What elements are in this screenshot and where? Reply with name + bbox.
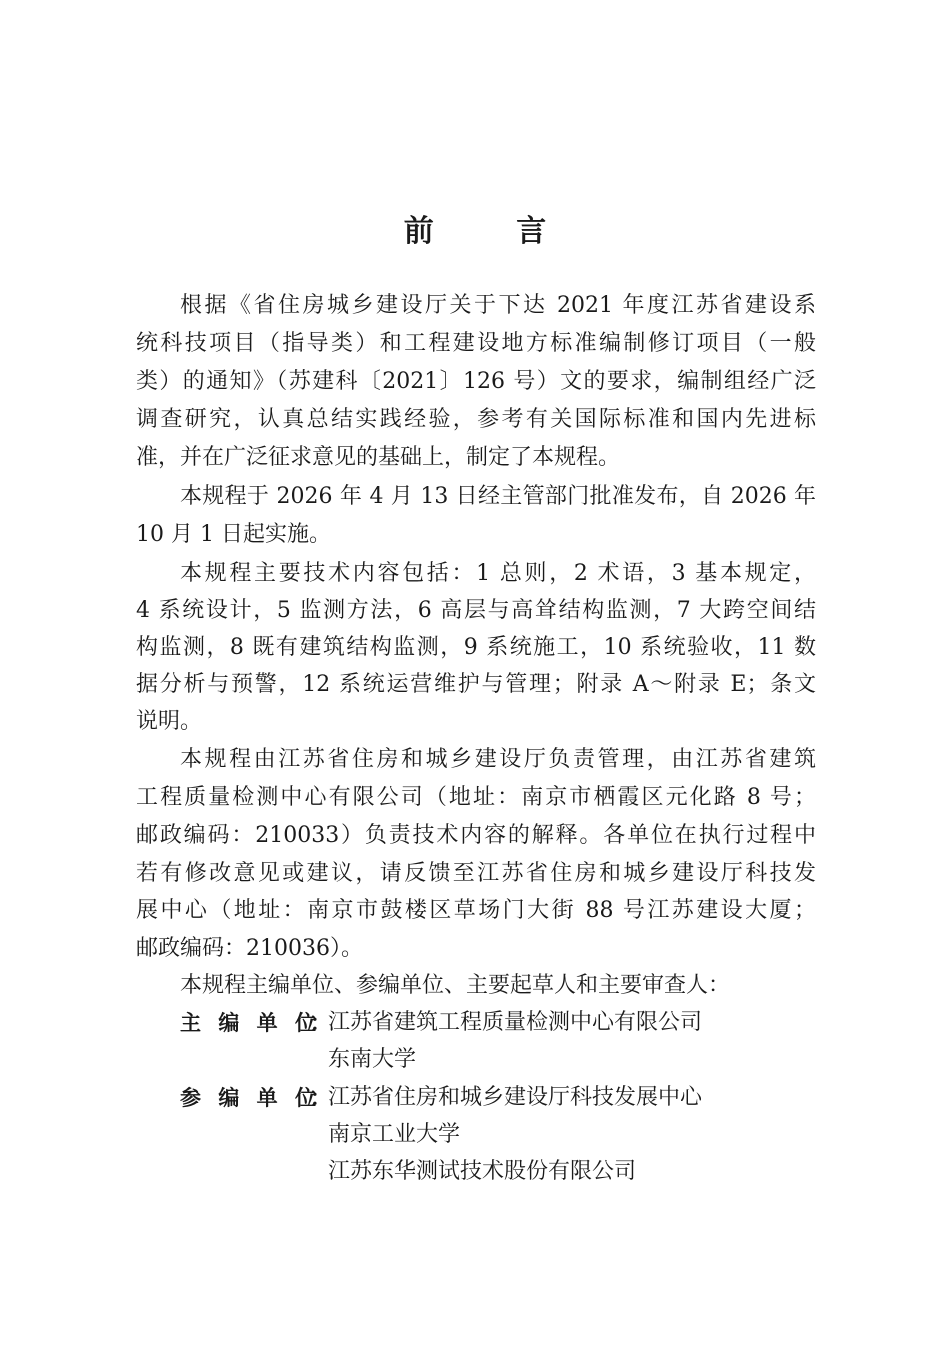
paragraph-1-line-3: 类）的通知》（苏建科〔2021〕126 号）文的要求，编制组经广泛 — [136, 369, 816, 394]
paragraph-3-line-5: 说明。 — [136, 709, 203, 734]
paragraph-1-line-1: 根据《省住房城乡建设厅关于下达 2021 年度江苏省建设系 — [180, 293, 816, 318]
paragraph-4-line-6: 邮政编码：210036）。 — [136, 936, 363, 961]
paragraph-5-line-1: 本规程主编单位、参编单位、主要起草人和主要审查人： — [180, 973, 731, 998]
paragraph-4-line-1: 本规程由江苏省住房和城乡建设厅负责管理，由江苏省建筑 — [180, 747, 816, 772]
chief-editor-label: 主编单位 — [180, 1011, 316, 1035]
paragraph-1-line-2: 统科技项目（指导类）和工程建设地方标准编制修订项目（一般 — [136, 331, 816, 356]
paragraph-3-line-2: 4 系统设计，5 监测方法，6 高层与高耸结构监测，7 大跨空间结 — [136, 598, 816, 623]
paragraph-4-line-5: 展中心（地址：南京市鼓楼区草场门大街 88 号江苏建设大厦； — [136, 898, 816, 923]
paragraph-1-line-4: 调查研究，认真总结实践经验，参考有关国际标准和国内先进标 — [136, 407, 816, 432]
participating-unit-2: 南京工业大学 — [328, 1122, 461, 1147]
participating-unit-3: 江苏东华测试技术股份有限公司 — [328, 1159, 637, 1184]
chief-editor-unit-1: 江苏省建筑工程质量检测中心有限公司 — [328, 1010, 703, 1035]
paragraph-3-line-4: 据分析与预警，12 系统运营维护与管理；附录 A～附录 E；条文 — [136, 672, 816, 697]
paragraph-4-line-4: 若有修改意见或建议，请反馈至江苏省住房和城乡建设厅科技发 — [136, 861, 816, 886]
participating-unit-1: 江苏省住房和城乡建设厅科技发展中心 — [328, 1085, 703, 1110]
chief-editor-unit-2: 东南大学 — [328, 1047, 417, 1072]
participating-label: 参编单位 — [180, 1086, 316, 1110]
paragraph-1-line-5: 准，并在广泛征求意见的基础上，制定了本规程。 — [136, 445, 621, 470]
paragraph-2-line-1: 本规程于 2026 年 4 月 13 日经主管部门批准发布，自 2026 年 — [180, 484, 816, 509]
paragraph-3-line-1: 本规程主要技术内容包括：1 总则，2 术语，3 基本规定， — [180, 561, 816, 586]
paragraph-2-line-2: 10 月 1 日起实施。 — [136, 522, 331, 547]
chief-editor-colon: ： — [310, 1011, 331, 1035]
paragraph-4-line-3: 邮政编码：210033）负责技术内容的解释。各单位在执行过程中 — [136, 823, 816, 848]
paragraph-3-line-3: 构监测，8 既有建筑结构监测，9 系统施工，10 系统验收，11 数 — [136, 635, 816, 660]
paragraph-4-line-2: 工程质量检测中心有限公司（地址：南京市栖霞区元化路 8 号； — [136, 785, 816, 810]
participating-colon: ： — [310, 1086, 331, 1110]
page-title: 前 言 — [403, 214, 583, 249]
